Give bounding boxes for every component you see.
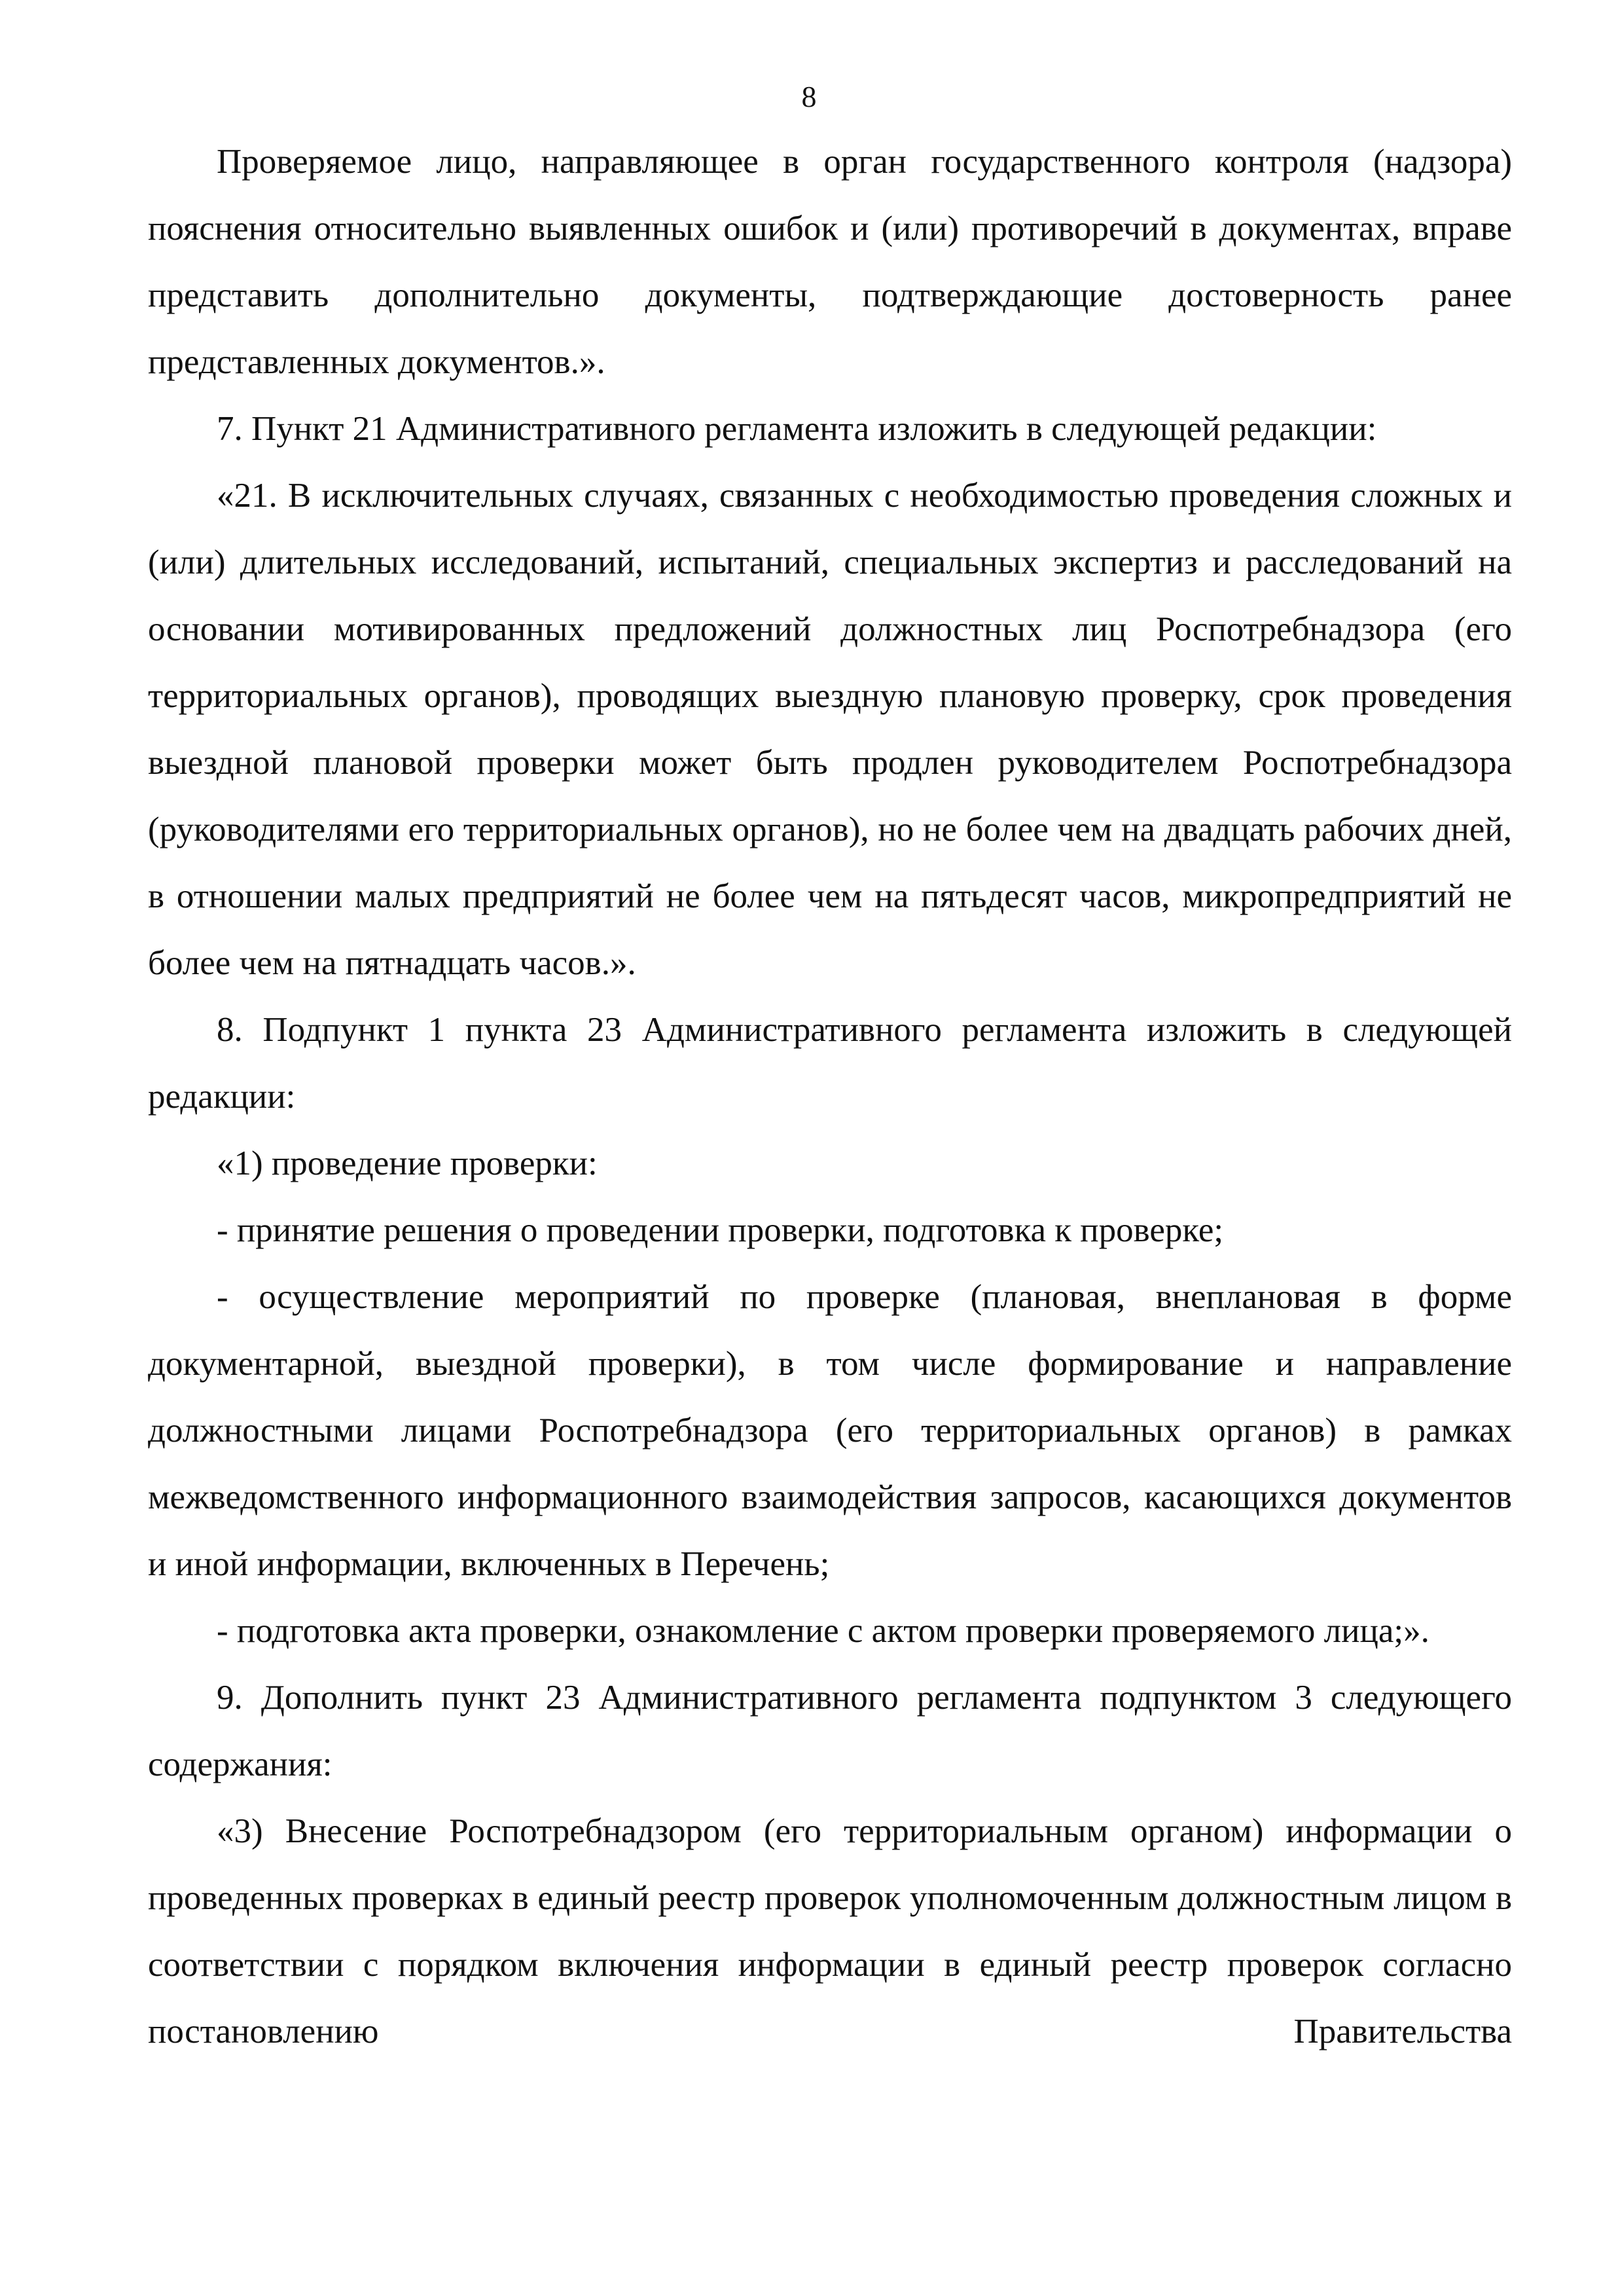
paragraph-item-7: 7. Пункт 21 Административного регламента изложить в следующей редакции: <box>217 410 1377 448</box>
paragraph-item-9: 9. Дополнить пункт 23 Административного регламента подпунктом 3 следующего содержания: <box>148 1679 1512 1783</box>
paragraph-subitem-1: «1) проведение проверки: <box>217 1144 598 1182</box>
paragraph-dash-measures: - осуществление мероприятий по проверке (плановая, внеплановая в форме документарной, выездной проверки), в том числе формирование и направление должностными лицами Роспотребнадзора (его территориальных органов) в рамках межведомственного информационного взаимодействия запросов, касающихся документов и иной информации, включенных в Перечень; <box>148 1278 1512 1583</box>
paragraph-item-8: 8. Подпункт 1 пункта 23 Административного регламента изложить в следующей редакции: <box>148 1011 1512 1116</box>
paragraph-subitem-3: «3) Внесение Роспотребнадзором (его территориальным органом) информации о проведенных проверках в единый реестр проверок уполномоченным должностным лицом в соответствии с порядком включения информации в единый реестр проверок согласно постановлению Правительства <box>148 1812 1512 2050</box>
paragraph-explanation-right: Проверяемое лицо, направляющее в орган государственного контроля (надзора) пояснения относительно выявленных ошибок и (или) противоречий в документах, вправе представить дополнительно документы, подтверждающие достоверность ранее представленных документов.». <box>148 143 1512 381</box>
paragraph-item-21-text: «21. В исключительных случаях, связанных с необходимостью проведения сложных и (или) длительных исследований, испытаний, специальных экспертиз и расследований на основании мотивированных предложений должностных лиц Роспотребнадзора (его территориальных органов), проводящих выездную плановую проверку, срок проведения выездной плановой проверки может быть продлен руководителем Роспотребнадзора (руководителями его территориальных органов), но не более чем на двадцать рабочих дней, в отношении малых предприятий не более чем на пятьдесят часов, микропредприятий не более чем на пятнадцать часов.». <box>148 477 1512 982</box>
document-body <box>148 128 1512 2065</box>
paragraph-dash-decision: - принятие решения о проведении проверки, подготовка к проверке; <box>217 1211 1224 1249</box>
paragraph-dash-act: - подготовка акта проверки, ознакомление с актом проверки проверяемого лица;». <box>217 1612 1429 1650</box>
page-number: 8 <box>801 80 817 113</box>
